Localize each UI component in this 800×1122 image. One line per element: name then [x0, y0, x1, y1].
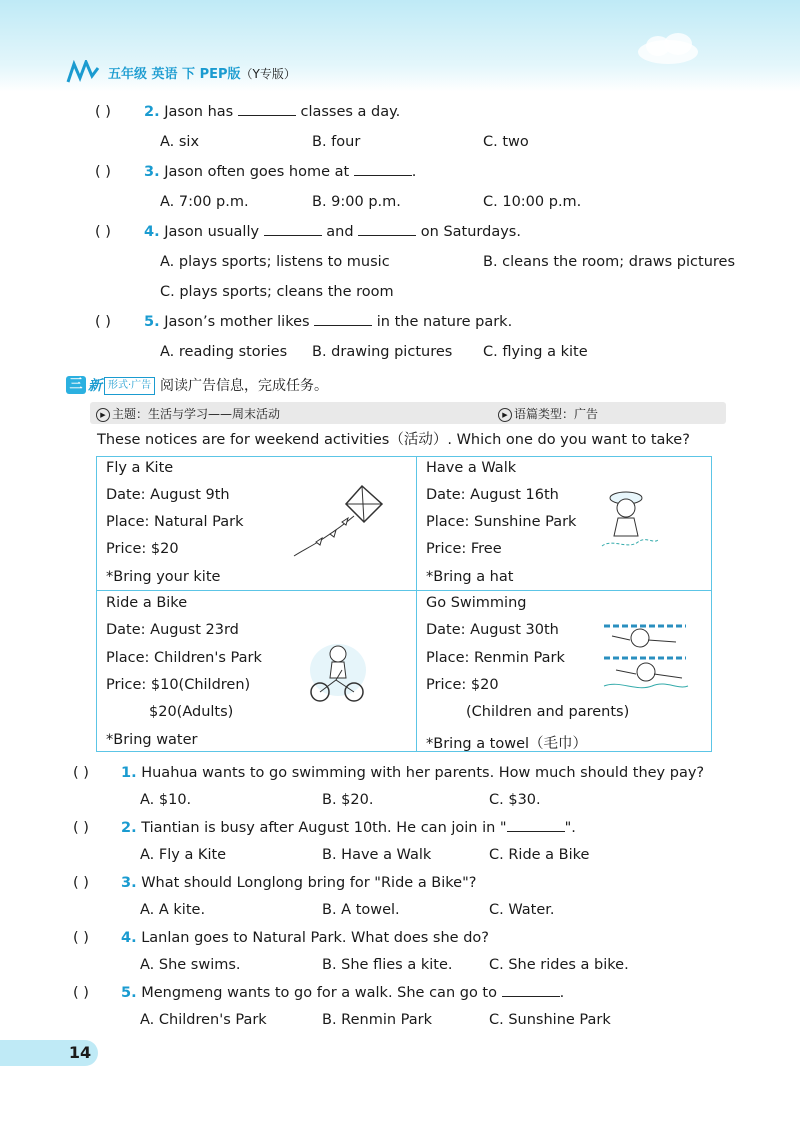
answer-paren[interactable]: ( )	[95, 224, 111, 240]
answer-paren[interactable]: ( )	[95, 314, 111, 330]
format-tag: 形式·广告	[104, 377, 155, 395]
notice-bring: *Bring a hat	[426, 569, 514, 585]
genre-label	[498, 405, 598, 422]
question-stem	[121, 765, 704, 781]
cloud-icon	[628, 28, 708, 68]
option-b[interactable]: B. A towel.	[322, 902, 400, 918]
stem-text: classes a day.	[300, 104, 401, 120]
stem-text: What should Longlong bring for "Ride a Bike"?	[141, 875, 477, 891]
kite-icon	[290, 482, 386, 562]
answer-blank[interactable]	[354, 174, 412, 176]
question-stem	[121, 820, 576, 836]
question-number: 2.	[121, 820, 137, 836]
option-c[interactable]: C. flying a kite	[483, 344, 588, 360]
section-title: 阅读广告信息，完成任务。	[160, 378, 328, 394]
new-badge: 新	[88, 378, 102, 394]
answer-blank[interactable]	[238, 114, 296, 116]
answer-blank[interactable]	[358, 234, 416, 236]
stem-text: Jason has	[164, 104, 234, 120]
option-a[interactable]: A. She swims.	[140, 957, 241, 973]
question-stem	[121, 875, 476, 891]
option-b[interactable]: B. $20.	[322, 792, 374, 808]
genre-text: 语篇类型：广告	[514, 407, 599, 421]
question-number: 5.	[144, 314, 160, 330]
question-number: 5.	[121, 985, 137, 1001]
swimmers-icon	[600, 616, 690, 694]
answer-blank[interactable]	[507, 830, 565, 832]
notice-place: Place: Children's Park	[106, 650, 262, 666]
table-divider	[96, 590, 712, 591]
question-stem	[144, 164, 416, 180]
stem-text: Jason’s mother likes	[164, 314, 310, 330]
question-stem	[144, 314, 512, 330]
option-a[interactable]: A. Fly a Kite	[140, 847, 227, 863]
intro-text: These notices are for weekend activities（活动）. Which one do you want to take?	[97, 432, 690, 448]
cyclist-icon	[298, 640, 368, 706]
answer-blank[interactable]	[502, 995, 560, 997]
option-b[interactable]: B. Renmin Park	[322, 1012, 432, 1028]
notice-bring: *Bring a towel（毛巾）	[426, 736, 588, 752]
topic-text: 主题：生活与学习——周末活动	[112, 407, 281, 421]
notice-price: Price: Free	[426, 541, 502, 557]
option-b[interactable]: B. Have a Walk	[322, 847, 432, 863]
option-c[interactable]: C. $30.	[489, 792, 541, 808]
answer-paren[interactable]: ( )	[73, 765, 89, 781]
notice-date: Date: August 23rd	[106, 622, 239, 638]
answer-paren[interactable]: ( )	[73, 875, 89, 891]
table-divider	[416, 456, 417, 752]
notice-price: Price: $20	[426, 677, 499, 693]
option-c[interactable]: C. Ride a Bike	[489, 847, 590, 863]
notice-date: Date: August 16th	[426, 487, 559, 503]
notice-title: Have a Walk	[426, 460, 517, 476]
answer-paren[interactable]: ( )	[95, 104, 111, 120]
walking-girl-icon	[598, 488, 660, 554]
option-c[interactable]: C. 10:00 p.m.	[483, 194, 582, 210]
option-b[interactable]: B. She flies a kite.	[322, 957, 453, 973]
question-number: 2.	[144, 104, 160, 120]
notice-date: Date: August 9th	[106, 487, 230, 503]
page-number: 14	[62, 1040, 98, 1066]
question-stem	[121, 985, 564, 1001]
stem-text: .	[559, 985, 565, 1001]
answer-paren[interactable]: ( )	[73, 930, 89, 946]
question-number: 1.	[121, 765, 137, 781]
notice-price-note: (Children and parents)	[466, 704, 630, 720]
option-c[interactable]: C. plays sports; cleans the room	[160, 284, 394, 300]
question-stem	[121, 930, 489, 946]
notice-price: Price: $20	[106, 541, 179, 557]
option-a[interactable]: A. Children's Park	[140, 1012, 267, 1028]
question-stem	[144, 104, 400, 120]
option-c[interactable]: C. Sunshine Park	[489, 1012, 611, 1028]
answer-paren[interactable]: ( )	[95, 164, 111, 180]
option-b[interactable]: B. drawing pictures	[312, 344, 453, 360]
option-b[interactable]: B. 9:00 p.m.	[312, 194, 401, 210]
option-a[interactable]: A. 7:00 p.m.	[160, 194, 249, 210]
stem-text: Jason usually	[164, 224, 260, 240]
option-b[interactable]: B. cleans the room; draws pictures	[483, 254, 736, 270]
notice-price: Price: $10(Children)	[106, 677, 251, 693]
answer-blank[interactable]	[314, 324, 372, 326]
question-number: 3.	[121, 875, 137, 891]
option-c[interactable]: C. Water.	[489, 902, 555, 918]
variant-label: （Y专版）	[240, 67, 296, 81]
option-a[interactable]: A. six	[160, 134, 200, 150]
stem-text: and	[326, 224, 354, 240]
option-a[interactable]: A. plays sports; listens to music	[160, 254, 390, 270]
option-c[interactable]: C. two	[483, 134, 529, 150]
stem-text: Lanlan goes to Natural Park. What does she do?	[141, 930, 489, 946]
notice-title: Go Swimming	[426, 595, 527, 611]
stem-text: Mengmeng wants to go for a walk. She can go to	[141, 985, 497, 1001]
option-a[interactable]: A. reading stories	[160, 344, 288, 360]
notice-title: Ride a Bike	[106, 595, 188, 611]
answer-paren[interactable]: ( )	[73, 985, 89, 1001]
section-number-icon: 三	[66, 376, 86, 394]
play-icon: ▶	[498, 408, 512, 422]
stem-text: ".	[564, 820, 576, 836]
notice-place: Place: Renmin Park	[426, 650, 565, 666]
stem-text: Tiantian is busy after August 10th. He can join in "	[141, 820, 507, 836]
play-icon: ▶	[96, 408, 110, 422]
question-number: 3.	[144, 164, 160, 180]
topic-label	[96, 405, 280, 422]
option-a[interactable]: A. A kite.	[140, 902, 206, 918]
stem-text: on Saturdays.	[420, 224, 521, 240]
notice-bring: *Bring your kite	[106, 569, 221, 585]
book-logo-icon	[66, 60, 100, 86]
answer-blank[interactable]	[264, 234, 322, 236]
question-number: 4.	[121, 930, 137, 946]
stem-text: .	[411, 164, 417, 180]
edition-label: PEP版	[199, 67, 241, 82]
notice-place: Place: Sunshine Park	[426, 514, 577, 530]
option-b[interactable]: B. four	[312, 134, 361, 150]
notice-title: Fly a Kite	[106, 460, 174, 476]
page-number-band	[0, 1040, 62, 1066]
book-title	[108, 63, 296, 82]
question-stem	[144, 224, 521, 240]
stem-text: in the nature park.	[376, 314, 513, 330]
notice-price-adults: $20(Adults)	[149, 704, 234, 720]
answer-paren[interactable]: ( )	[73, 820, 89, 836]
notice-place: Place: Natural Park	[106, 514, 244, 530]
stem-text: Jason often goes home at	[164, 164, 350, 180]
notice-bring: *Bring water	[106, 732, 198, 748]
option-c[interactable]: C. She rides a bike.	[489, 957, 629, 973]
stem-text: Huahua wants to go swimming with her parents. How much should they pay?	[141, 765, 705, 781]
question-number: 4.	[144, 224, 160, 240]
grade-label: 五年级 英语 下	[108, 67, 196, 82]
option-a[interactable]: A. $10.	[140, 792, 192, 808]
notice-date: Date: August 30th	[426, 622, 559, 638]
